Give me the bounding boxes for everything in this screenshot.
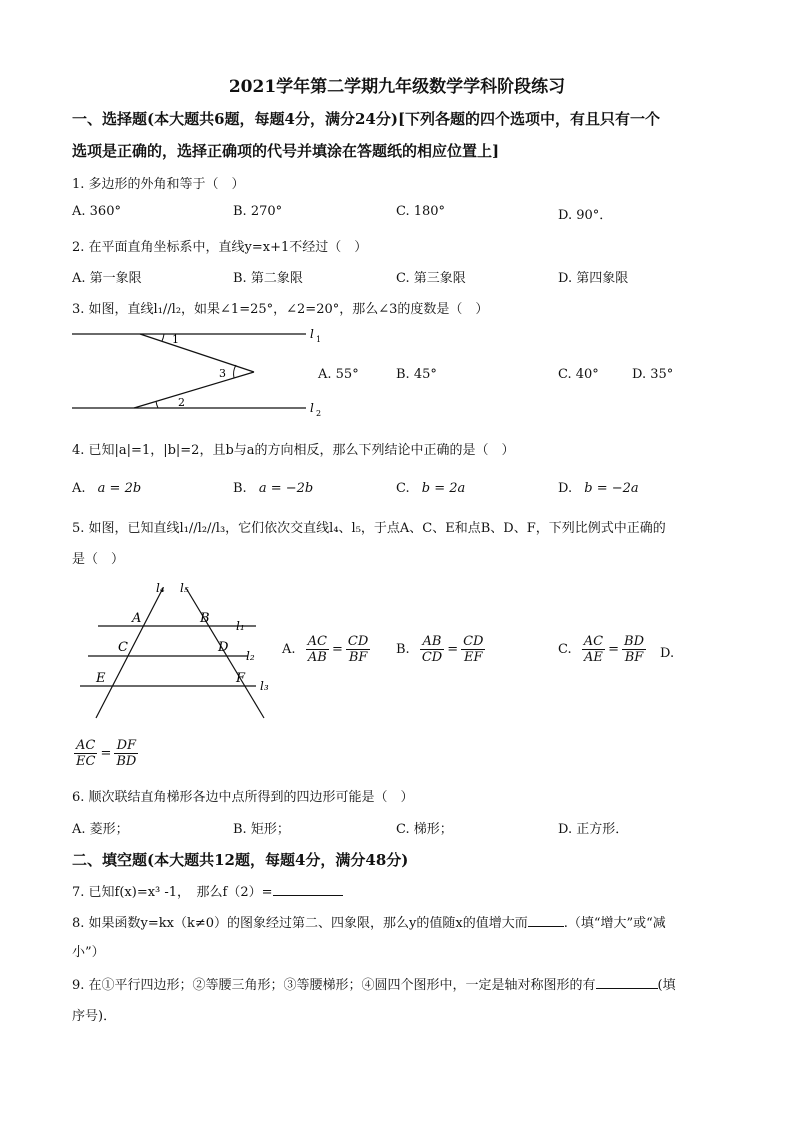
q5-stem-line1: 5. 如图，已知直线l₁//l₂//l₃，它们依次交直线l₄、l₅，于点A、C、E和点B、D、F，下列比例式中正确的 — [72, 521, 666, 536]
numerator: AC — [583, 634, 604, 649]
q5-option-a-rhs — [346, 634, 370, 665]
q4-option-c-label: C. — [396, 481, 410, 496]
q3-option-a: A. 55° — [318, 367, 359, 382]
q5-option-b: B. $\frac{AB}{CD}$ = $\frac{CD}{EF}$ — [396, 634, 484, 665]
q2-option-d: D. 第四象限 — [558, 271, 629, 286]
q9-line1 — [72, 974, 676, 993]
angle3-arc — [234, 365, 236, 378]
q5-option-d-label: D. — [660, 646, 675, 661]
section2-heading: 二、填空题(本大题共12题，每题4分，满分48分) — [72, 851, 409, 869]
q5-option-d: $\frac{AC}{EC}$ = $\frac{DF}{BD}$ — [76, 738, 137, 769]
l1-sub: 1 — [316, 335, 322, 344]
q4-option-a — [72, 481, 141, 496]
q4-option-b — [233, 481, 313, 496]
denominator: AB — [307, 650, 327, 665]
q4-option-b-expr: a = −2b — [258, 481, 314, 496]
q7-text: 7. 已知f(x)=x³ -1， 那么f（2）= — [72, 885, 273, 900]
q1-option-a: A. 360° — [72, 204, 121, 219]
q4-option-a-label: A. — [72, 481, 86, 496]
q5-option-d-lhs — [74, 738, 97, 769]
q9-text-b: (填 — [657, 978, 676, 993]
point-b: B — [200, 611, 210, 626]
q6-option-c: C. 梯形； — [396, 822, 453, 837]
numerator: AB — [420, 634, 444, 650]
angle2-label: 2 — [178, 396, 185, 409]
q4-option-d — [558, 481, 639, 496]
q1-option-b: B. 270° — [233, 204, 283, 219]
denominator: BD — [116, 754, 137, 769]
numerator: CD — [347, 634, 369, 649]
q8-line1 — [72, 912, 666, 931]
q8-answer-blank[interactable] — [528, 926, 564, 927]
q6-option-a: A. 菱形； — [72, 822, 129, 837]
q5-option-c: C. $\frac{AC}{AE}$ = $\frac{BD}{BF}$ — [558, 634, 644, 665]
q5-option-a: A. $\frac{AC}{AB}$ = $\frac{CD}{BF}$ — [282, 634, 369, 665]
q9-line2: 序号)． — [72, 1009, 117, 1024]
q4-option-a-expr: a = 2b — [97, 481, 142, 496]
q4-stem: 4. 已知|a|=1，|b|=2，且b与a的方向相反，那么下列结论中正确的是（ ） — [72, 443, 515, 458]
q1-option-c: C. 180° — [396, 204, 446, 219]
transversal-upper — [140, 334, 254, 372]
q5-option-c-label: C. — [558, 642, 572, 657]
q9-answer-blank[interactable] — [596, 988, 658, 989]
denominator: EC — [76, 754, 96, 769]
point-c: C — [118, 640, 128, 655]
q2-option-a: A. 第一象限 — [72, 271, 142, 286]
q8-line2: 小”） — [72, 945, 105, 960]
q3-option-b: B. 45° — [396, 367, 437, 382]
q3-stem: 3. 如图，直线l₁//l₂，如果∠1=25°，∠2=20°，那么∠3的度数是（ ） — [72, 302, 489, 317]
q2-option-b: B. 第二象限 — [233, 271, 303, 286]
numerator: DF — [114, 738, 138, 754]
q1-option-d: D. 90°． — [558, 208, 613, 223]
q3-option-d: D. 35° — [632, 367, 674, 382]
q5-option-b-rhs — [461, 634, 485, 665]
q5-parallel-lines-figure — [76, 578, 276, 723]
point-d: D — [218, 640, 229, 655]
q5-option-a-label: A. — [282, 642, 296, 657]
q2-stem: 2. 在平面直角坐标系中，直线y=x+1不经过（ ） — [72, 240, 368, 255]
q5-option-c-lhs — [582, 634, 605, 665]
q5-option-c-rhs — [622, 634, 646, 665]
q8-text-b: .（填“增大”或“减 — [563, 916, 666, 931]
q7-answer-blank[interactable] — [273, 895, 343, 896]
q1-stem: 1. 多边形的外角和等于（ ） — [72, 177, 245, 192]
point-a: A — [132, 611, 142, 626]
q4-option-d-expr: b = −2a — [584, 481, 639, 496]
q5-option-d-rhs — [114, 738, 138, 769]
q5-option-b-lhs — [420, 634, 444, 665]
point-f: F — [236, 671, 246, 686]
q8-text-a: 8. 如果函数y=kx（k≠0）的图象经过第二、四象限，那么y的值随x的值增大而 — [72, 916, 528, 931]
numerator: CD — [463, 634, 484, 649]
q5-option-a-lhs — [306, 634, 329, 665]
point-e: E — [96, 671, 106, 686]
angle1-arc — [162, 334, 164, 341]
denominator: CD — [421, 650, 443, 665]
denominator: BF — [348, 650, 368, 665]
numerator: AC — [307, 634, 328, 649]
q5-stem-line2: 是（ ） — [72, 552, 125, 567]
denominator: AE — [583, 650, 603, 665]
angle2-arc — [156, 401, 158, 408]
l2-sub: 2 — [316, 409, 322, 418]
line-l4 — [96, 588, 163, 718]
q4-option-c — [396, 481, 465, 496]
angle1-label: 1 — [172, 333, 179, 346]
q2-option-c: C. 第三象限 — [396, 271, 466, 286]
q4-option-d-label: D. — [558, 481, 573, 496]
numerator: AC — [74, 738, 97, 754]
l1-label: l₁ — [236, 619, 245, 633]
l1-label: l — [310, 327, 314, 341]
l4-label: l₄ — [156, 581, 165, 595]
q6-option-d: D. 正方形． — [558, 822, 629, 837]
q9-text-a: 9. 在①平行四边形；②等腰三角形；③等腰梯形；④圆四个图形中，一定是轴对称图形的有 — [72, 978, 596, 993]
numerator: BD — [624, 634, 644, 649]
denominator: BF — [624, 650, 644, 665]
denominator: EF — [464, 650, 483, 665]
section1-heading-line2: 选项是正确的，选择正确项的代号并填涂在答题纸的相应位置上] — [72, 142, 500, 160]
transversal-lower — [134, 372, 254, 408]
q6-option-b: B. 矩形； — [233, 822, 290, 837]
q3-option-c: C. 40° — [558, 367, 599, 382]
page-title: 2021学年第二学期九年级数学学科阶段练习 — [228, 77, 566, 97]
angle3-label: 3 — [219, 367, 226, 380]
q3-parallel-lines-figure — [68, 322, 328, 418]
q4-option-c-expr: b = 2a — [421, 481, 466, 496]
q7 — [72, 881, 343, 900]
l3-label: l₃ — [260, 679, 269, 693]
q4-option-b-label: B. — [233, 481, 247, 496]
q6-stem: 6. 顺次联结直角梯形各边中点所得到的四边形可能是（ ） — [72, 790, 414, 805]
q5-option-b-label: B. — [396, 642, 410, 657]
l5-label: l₅ — [180, 581, 189, 595]
l2-label: l₂ — [246, 649, 255, 663]
section1-heading-line1: 一、选择题(本大题共6题，每题4分，满分24分)[下列各题的四个选项中，有且只有一个 — [72, 110, 661, 128]
l2-label: l — [310, 401, 314, 415]
